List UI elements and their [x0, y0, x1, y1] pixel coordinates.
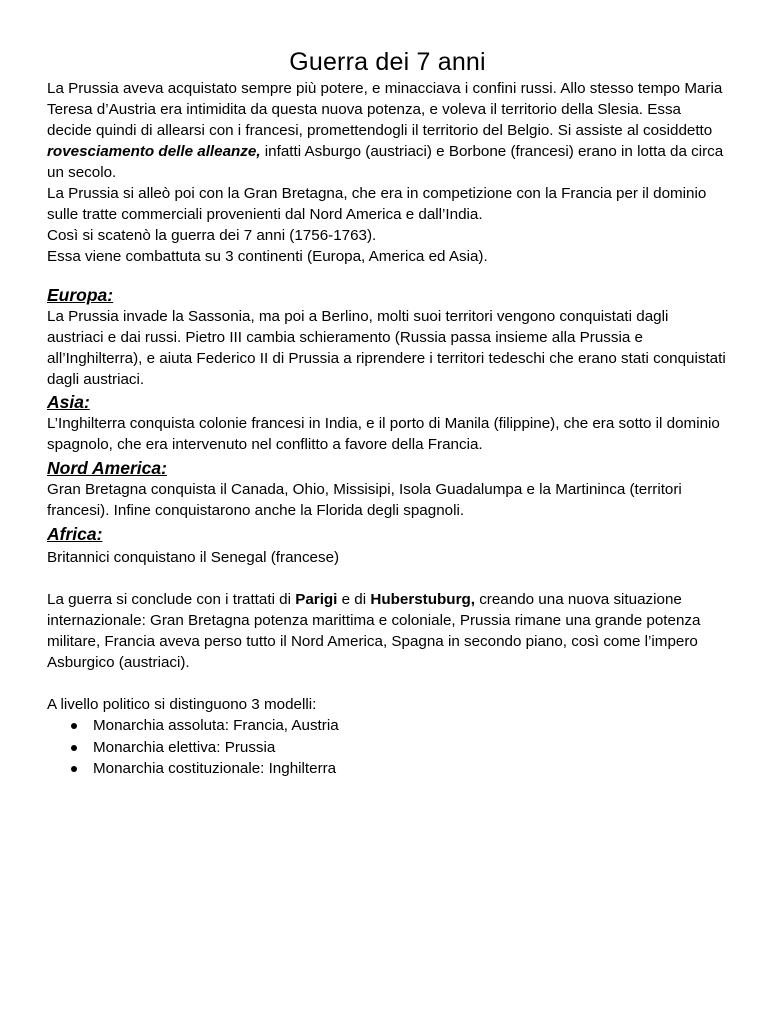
list-item-text: Monarchia elettiva: Prussia: [93, 738, 276, 756]
section-text-nord-america: Gran Bretagna conquista il Canada, Ohio, Missisipi, Isola Guadalumpa e la Martininca (territori francesi). Infine conquistarono anche la Florida degli spagnoli.: [47, 481, 682, 519]
treaty-parigi: Parigi: [295, 591, 338, 608]
list-item-text: Monarchia assoluta: Francia, Austria: [93, 717, 339, 734]
intro-paragraph-2: La Prussia si alleò poi con la Gran Bretagna, che era in competizione con la Francia per il dominio sulle tratte commerciali provenienti dal Nord America e dall’India.: [47, 185, 707, 223]
section-text-europa: La Prussia invade la Sassonia, ma poi a Berlino, molti suoi territori vengono conquistati dagli austriaci e dai russi. Pietro III cambia schieramento (Russia passa insieme alla Prussia e all’Inghilterra), e aiuta Federico II di Prussia a riprendere i territori tedeschi che erano stati conquistati dagli austriaci.: [47, 308, 726, 388]
section-heading-africa: Africa:: [47, 524, 103, 544]
intro-text-a: La Prussia aveva acquistato sempre più potere, e minacciava i confini russi. Allo stesso tempo Maria Teresa d’Austria era intimidita da questa nuova potenza, e voleva il territorio della Slesia. Essa decide quindi di allearsi con i francesi, promettendogli il territorio del Belgio. Si assiste al cosiddetto: [47, 80, 723, 139]
section-text-africa: Britannici conquistano il Senegal (francese): [47, 549, 340, 566]
intro-paragraph-1: [47, 78, 728, 183]
bullet-icon: [71, 723, 77, 729]
conclusion-paragraph: [47, 589, 728, 673]
section-text-asia: L’Inghilterra conquista colonie francesi in India, e il porto di Manila (filippine), che era sotto il dominio spagnolo, che era intervenuto nel conflitto a favore della Francia.: [47, 415, 720, 453]
conclusion-text-3: creando una nuova situazione internazionale: Gran Bretagna potenza marittima e coloniale, Prussia rimane una grande potenza militare, Francia aveva perso tutto il Nord America, Spagna in secondo piano, così come l’impero Asburgico (austriaci).: [47, 591, 701, 671]
list-item: [47, 737, 728, 759]
models-list: [47, 715, 728, 780]
document-title: Guerra dei 7 anni: [289, 48, 486, 76]
list-item-text: Monarchia costituzionale: Inghilterra: [93, 760, 337, 777]
list-item: [47, 715, 728, 737]
conclusion-text-1: La guerra si conclude con i trattati di: [47, 591, 296, 608]
intro-text-b: infatti Asburgo (austriaci) e Borbone (francesi) erano in lotta da circa un secolo.: [47, 143, 724, 181]
bullet-icon: [71, 745, 77, 751]
intro-emphasis: rovesciamento delle alleanze,: [47, 143, 261, 160]
section-heading-europa: Europa:: [47, 285, 114, 305]
conclusion-text-2: e di: [337, 591, 371, 608]
section-heading-nord-america: Nord America:: [47, 458, 167, 478]
models-intro: A livello politico si distinguono 3 modelli:: [47, 696, 317, 713]
intro-paragraph-3: Così si scatenò la guerra dei 7 anni (1756-1763).: [47, 227, 377, 244]
treaty-huberstuburg: Huberstuburg,: [370, 591, 475, 608]
bullet-icon: [71, 766, 77, 772]
list-item: [47, 758, 728, 780]
intro-paragraph-4: Essa viene combattuta su 3 continenti (Europa, America ed Asia).: [47, 248, 488, 265]
section-heading-asia: Asia:: [47, 392, 90, 412]
